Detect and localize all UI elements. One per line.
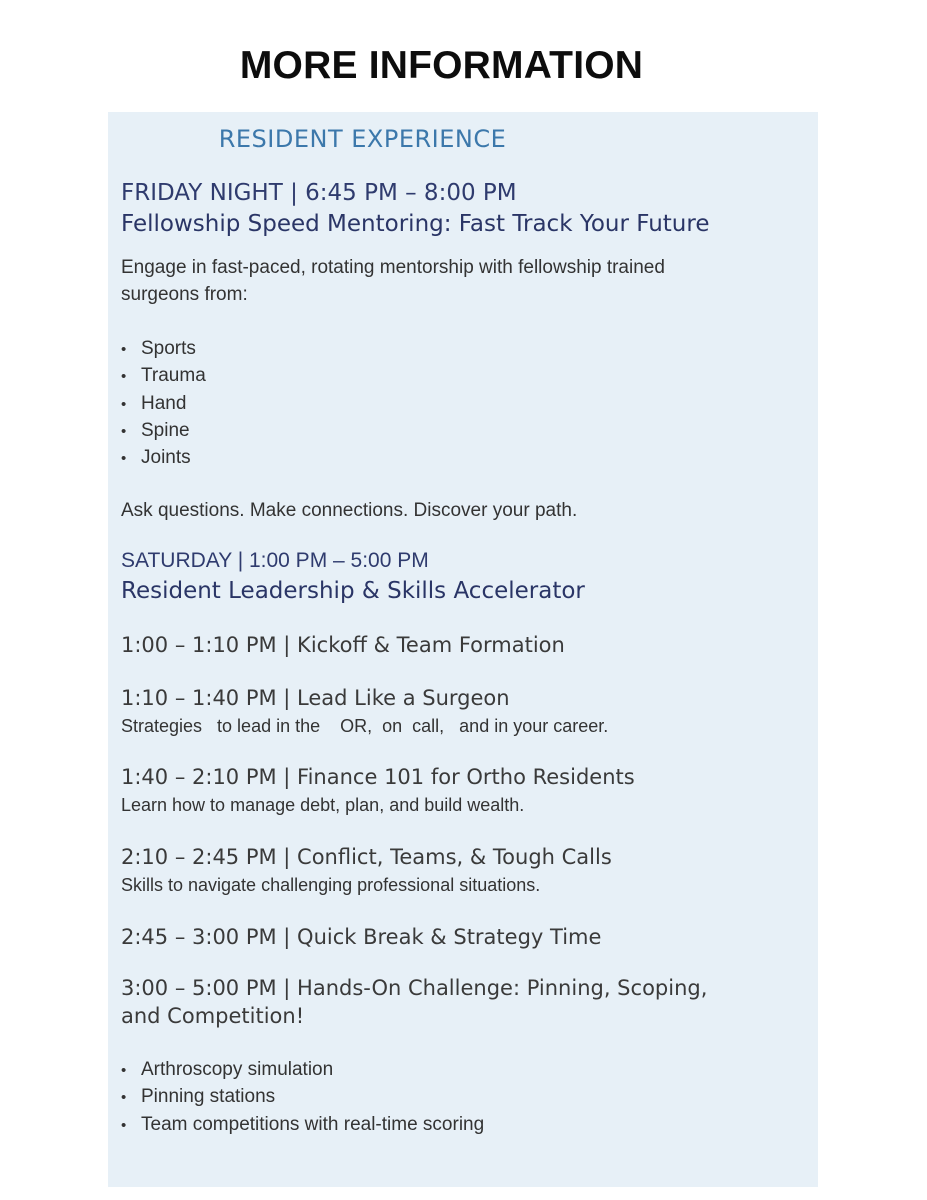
schedule-item-heading: 2:45 – 3:00 PM | Quick Break & Strategy Time (121, 925, 602, 949)
list-item: • Hand (121, 390, 206, 417)
list-item: • Sports (121, 335, 206, 362)
schedule-item-heading: 1:40 – 2:10 PM | Finance 101 for Ortho Residents (121, 765, 635, 789)
friday-time-label: FRIDAY NIGHT | 6:45 PM – 8:00 PM (121, 180, 517, 206)
page-heading: MORE INFORMATION (239, 44, 644, 87)
list-item: • Team competitions with real-time scoring (121, 1111, 484, 1138)
schedule-item-heading: 3:00 – 5:00 PM | Hands-On Challenge: Pinning, Scoping, (121, 976, 708, 1000)
list-item: • Trauma (121, 362, 206, 389)
list-item: • Spine (121, 417, 206, 444)
friday-intro (121, 254, 665, 308)
schedule-item-desc: Strategies to lead in the OR, on call, and in your career. (121, 716, 609, 736)
panel-title: RESIDENT EXPERIENCE (218, 125, 507, 153)
specialty-list (121, 335, 206, 471)
schedule-item-heading: 1:10 – 1:40 PM | Lead Like a Surgeon (121, 686, 510, 710)
friday-closing: Ask questions. Make connections. Discover your path. (121, 500, 578, 521)
schedule-item-heading: 1:00 – 1:10 PM | Kickoff & Team Formation (121, 633, 565, 657)
list-item: • Pinning stations (121, 1083, 484, 1110)
schedule-item-desc: Learn how to manage debt, plan, and build wealth. (121, 795, 525, 815)
friday-intro-line2: surgeons from: (121, 284, 248, 305)
schedule-item-heading: 2:10 – 2:45 PM | Conflict, Teams, & Tough Calls (121, 845, 612, 869)
schedule-item-desc: Skills to navigate challenging professional situations. (121, 875, 541, 895)
list-item: • Arthroscopy simulation (121, 1056, 484, 1083)
schedule-item-heading-continued: and Competition! (121, 1004, 305, 1028)
friday-event-title: Fellowship Speed Mentoring: Fast Track Your Future (121, 211, 710, 237)
list-item: • Joints (121, 444, 206, 471)
saturday-time-label: SATURDAY | 1:00 PM – 5:00 PM (121, 549, 429, 572)
activity-list (121, 1056, 484, 1138)
friday-intro-line1: Engage in fast-paced, rotating mentorship with fellowship trained (121, 257, 665, 278)
saturday-event-title: Resident Leadership & Skills Accelerator (121, 578, 585, 604)
